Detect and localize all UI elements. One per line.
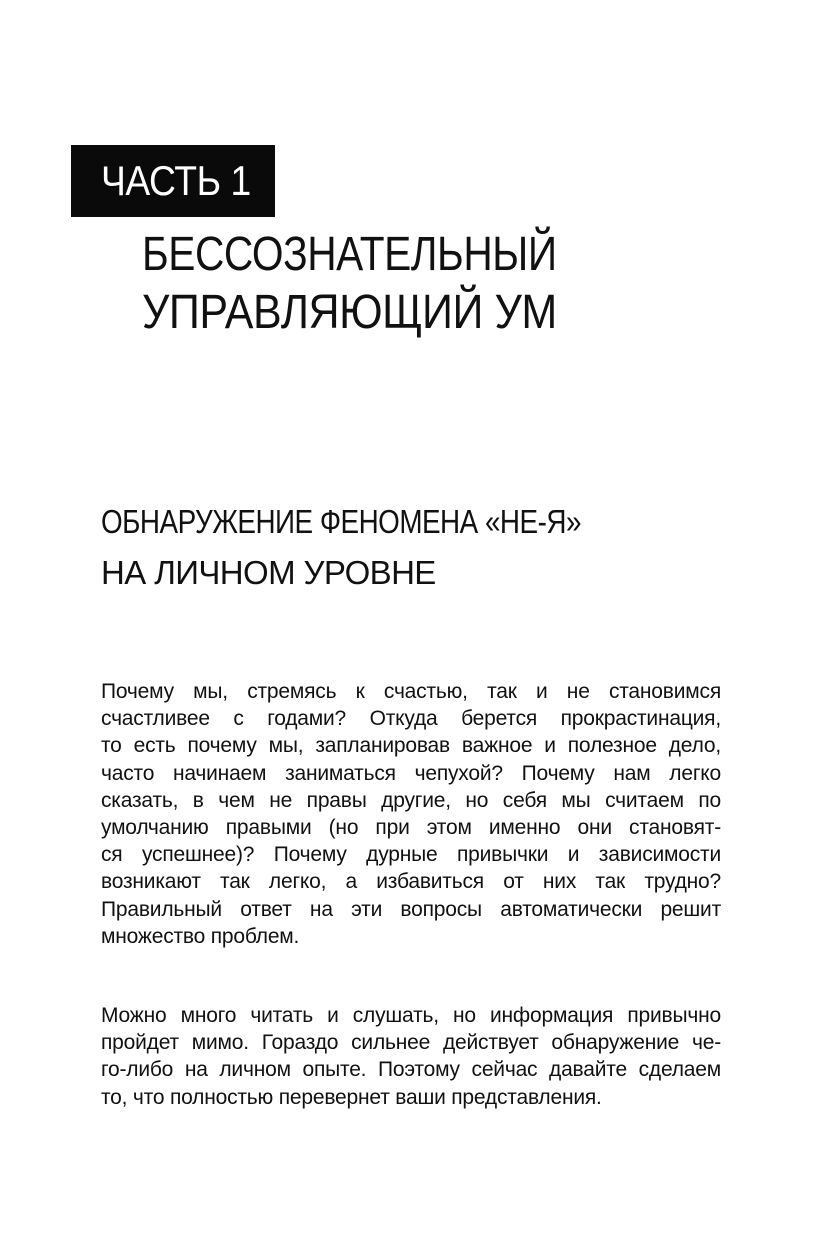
part-title-line: БЕССОЗНАТЕЛЬНЫЙ: [142, 228, 557, 281]
paragraph-line: то, что полностью перевернет ваши представления.: [101, 1085, 602, 1109]
part-title: [142, 226, 742, 342]
section-title-line: ОБНАРУЖЕНИЕ ФЕНОМЕНА «НЕ-Я»: [101, 503, 581, 540]
paragraph-line: то есть почему мы, запланировав важное и полезное дело,: [101, 734, 721, 758]
paragraph-line: множество проблем.: [101, 924, 300, 948]
paragraph-line: часто начинаем заниматься чепухой? Почему нам легко: [101, 761, 721, 785]
section-title: [101, 496, 721, 598]
paragraph-line: Можно много читать и слушать, но информация привычно: [101, 1004, 721, 1027]
paragraph-line: умолчанию правыми (но при этом именно они становят-: [101, 816, 721, 840]
part-title-line: УПРАВЛЯЮЩИЙ УМ: [142, 286, 557, 339]
part-label: ЧАСТЬ 1: [71, 145, 275, 217]
body-paragraph-2: [101, 1002, 721, 1111]
paragraph-line: Правильный ответ на эти вопросы автоматически решит: [101, 897, 721, 921]
paragraph-line: сказать, в чем не правы другие, но себя мы считаем по: [101, 788, 721, 812]
section-title-line: НА ЛИЧНОМ УРОВНЕ: [101, 554, 436, 591]
paragraph-line: пройдет мимо. Гораздо сильнее действует обнаружение че-: [101, 1031, 721, 1055]
paragraph-line: возникают так легко, а избавиться от них так трудно?: [101, 870, 721, 894]
paragraph-line: Почему мы, стремясь к счастью, так и не становимся: [101, 680, 721, 703]
paragraph-line: ся успешнее)? Почему дурные привычки и зависимости: [101, 843, 721, 867]
paragraph-line: счастливее с годами? Откуда берется прокрастинация,: [101, 707, 721, 731]
body-paragraph-1: [101, 678, 721, 950]
paragraph-line: го-либо на личном опыте. Поэтому сейчас давайте сделаем: [101, 1058, 721, 1082]
